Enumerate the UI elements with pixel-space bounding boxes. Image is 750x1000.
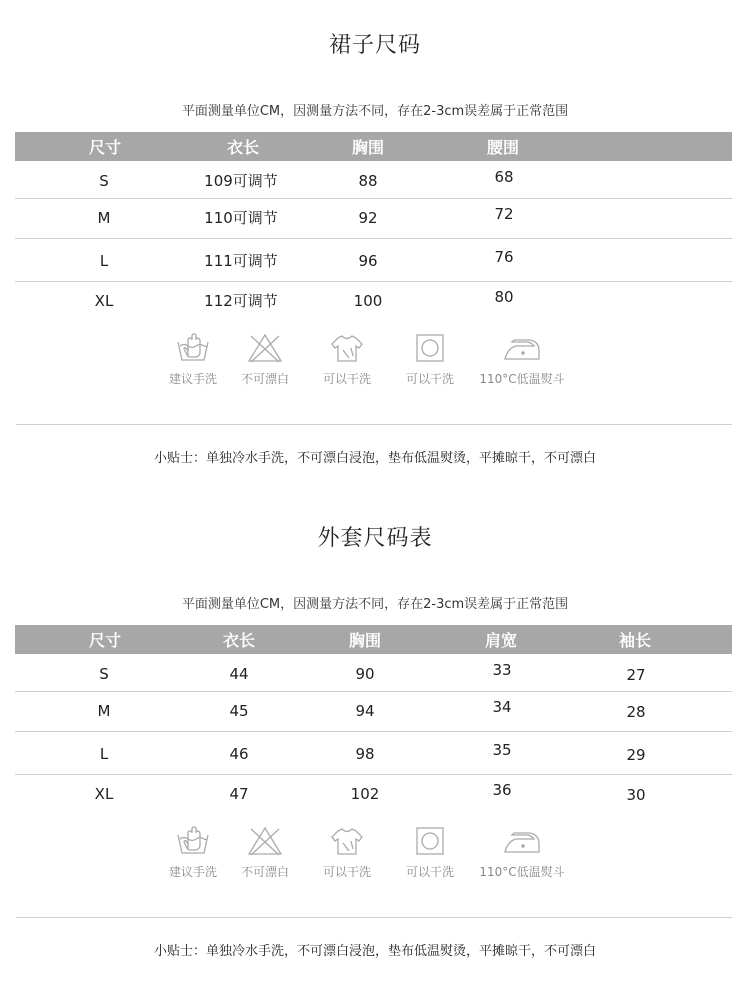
care-label: 建议手洗 <box>168 865 217 879</box>
care-tip: 小贴士：单独冷水手洗，不可漂白浸泡，垫布低温熨烫，平摊晾干，不可漂白 <box>153 451 596 466</box>
care-tip: 小贴士：单独冷水手洗，不可漂白浸泡，垫布低温熨烫，平摊晾干，不可漂白 <box>153 944 596 959</box>
iron-low-icon <box>502 825 542 857</box>
cell-length: 109可调节 <box>204 172 278 190</box>
cell-shoulder: 33 <box>492 661 512 679</box>
cell-chest: 102 <box>350 785 380 803</box>
care-label: 110°C低温熨斗 <box>479 865 565 879</box>
cell-size: XL <box>94 785 114 803</box>
care-label: 建议手洗 <box>168 372 217 386</box>
care-item <box>390 825 470 880</box>
header-size: 尺寸 <box>88 631 122 650</box>
cell-chest: 94 <box>355 702 375 720</box>
cell-chest: 88 <box>358 172 378 190</box>
header-size: 尺寸 <box>88 138 122 157</box>
table-row <box>15 734 732 775</box>
header-length: 衣长 <box>222 631 256 650</box>
table-row <box>15 161 732 199</box>
care-item <box>225 825 305 880</box>
cell-sleeve: 27 <box>626 666 646 684</box>
divider <box>16 917 732 918</box>
cell-size: L <box>99 252 109 270</box>
cell-chest: 100 <box>353 292 383 310</box>
cell-length: 47 <box>229 785 249 803</box>
table-row <box>15 774 732 814</box>
cell-length: 112可调节 <box>204 292 278 310</box>
care-item <box>307 332 387 387</box>
cell-waist: 68 <box>494 168 514 186</box>
care-label: 不可漂白 <box>240 865 289 879</box>
hand-wash-icon <box>175 825 211 857</box>
cell-size: S <box>99 665 109 683</box>
cell-length: 46 <box>229 745 249 763</box>
cell-chest: 96 <box>358 252 378 270</box>
cell-chest: 98 <box>355 745 375 763</box>
measurement-note: 平面测量单位CM，因测量方法不同，存在2-3cm误差属于正常范围 <box>181 597 569 612</box>
care-label: 不可漂白 <box>240 372 289 386</box>
cell-sleeve: 28 <box>626 703 646 721</box>
care-label: 可以干洗 <box>322 865 371 879</box>
header-length: 衣长 <box>226 138 260 157</box>
care-label: 可以干洗 <box>405 372 454 386</box>
coat-size-title: 外套尺码表 <box>317 526 433 551</box>
cell-size: M <box>97 702 111 720</box>
care-item <box>472 825 572 880</box>
cell-sleeve: 29 <box>626 746 646 764</box>
table-row <box>15 198 732 239</box>
cell-size: XL <box>94 292 114 310</box>
care-icons <box>0 332 750 394</box>
hand-wash-icon <box>175 332 211 364</box>
dry-clean-shirt-icon <box>329 825 365 857</box>
header-waist: 腰围 <box>486 138 520 157</box>
care-item <box>307 825 387 880</box>
care-label: 110°C低温熨斗 <box>479 372 565 386</box>
header-chest: 胸围 <box>351 138 385 157</box>
cell-waist: 72 <box>494 205 514 223</box>
skirt-size-section <box>0 0 750 493</box>
coat-size-section <box>0 493 750 986</box>
cell-length: 45 <box>229 702 249 720</box>
care-label: 可以干洗 <box>322 372 371 386</box>
table-row <box>15 654 732 692</box>
cell-size: S <box>99 172 109 190</box>
cell-size: L <box>99 745 109 763</box>
cell-chest: 90 <box>355 665 375 683</box>
cell-shoulder: 34 <box>492 698 512 716</box>
tumble-dry-icon <box>412 332 448 364</box>
tumble-dry-icon <box>412 825 448 857</box>
dry-clean-shirt-icon <box>329 332 365 364</box>
table-row <box>15 281 732 321</box>
divider <box>16 424 732 425</box>
header-chest: 胸围 <box>348 631 382 650</box>
care-item <box>225 332 305 387</box>
measurement-note: 平面测量单位CM，因测量方法不同，存在2-3cm误差属于正常范围 <box>181 104 569 119</box>
care-item <box>472 332 572 387</box>
table-row <box>15 691 732 732</box>
skirt-size-title: 裙子尺码 <box>328 33 421 58</box>
care-label: 可以干洗 <box>405 865 454 879</box>
cell-length: 44 <box>229 665 249 683</box>
iron-low-icon <box>502 332 542 364</box>
cell-size: M <box>97 209 111 227</box>
no-bleach-icon <box>247 825 283 857</box>
header-shoulder: 肩宽 <box>484 631 518 650</box>
cell-chest: 92 <box>358 209 378 227</box>
care-icons <box>0 825 750 887</box>
cell-length: 110可调节 <box>204 209 278 227</box>
care-item <box>390 332 470 387</box>
cell-length: 111可调节 <box>204 252 278 270</box>
table-row <box>15 241 732 282</box>
cell-shoulder: 35 <box>492 741 512 759</box>
no-bleach-icon <box>247 332 283 364</box>
cell-waist: 80 <box>494 288 514 306</box>
size-table-header <box>15 132 732 161</box>
header-sleeve: 袖长 <box>618 631 652 650</box>
care-item <box>153 332 233 387</box>
cell-shoulder: 36 <box>492 781 512 799</box>
cell-waist: 76 <box>494 248 514 266</box>
care-item <box>153 825 233 880</box>
size-table-header <box>15 625 732 654</box>
cell-sleeve: 30 <box>626 786 646 804</box>
